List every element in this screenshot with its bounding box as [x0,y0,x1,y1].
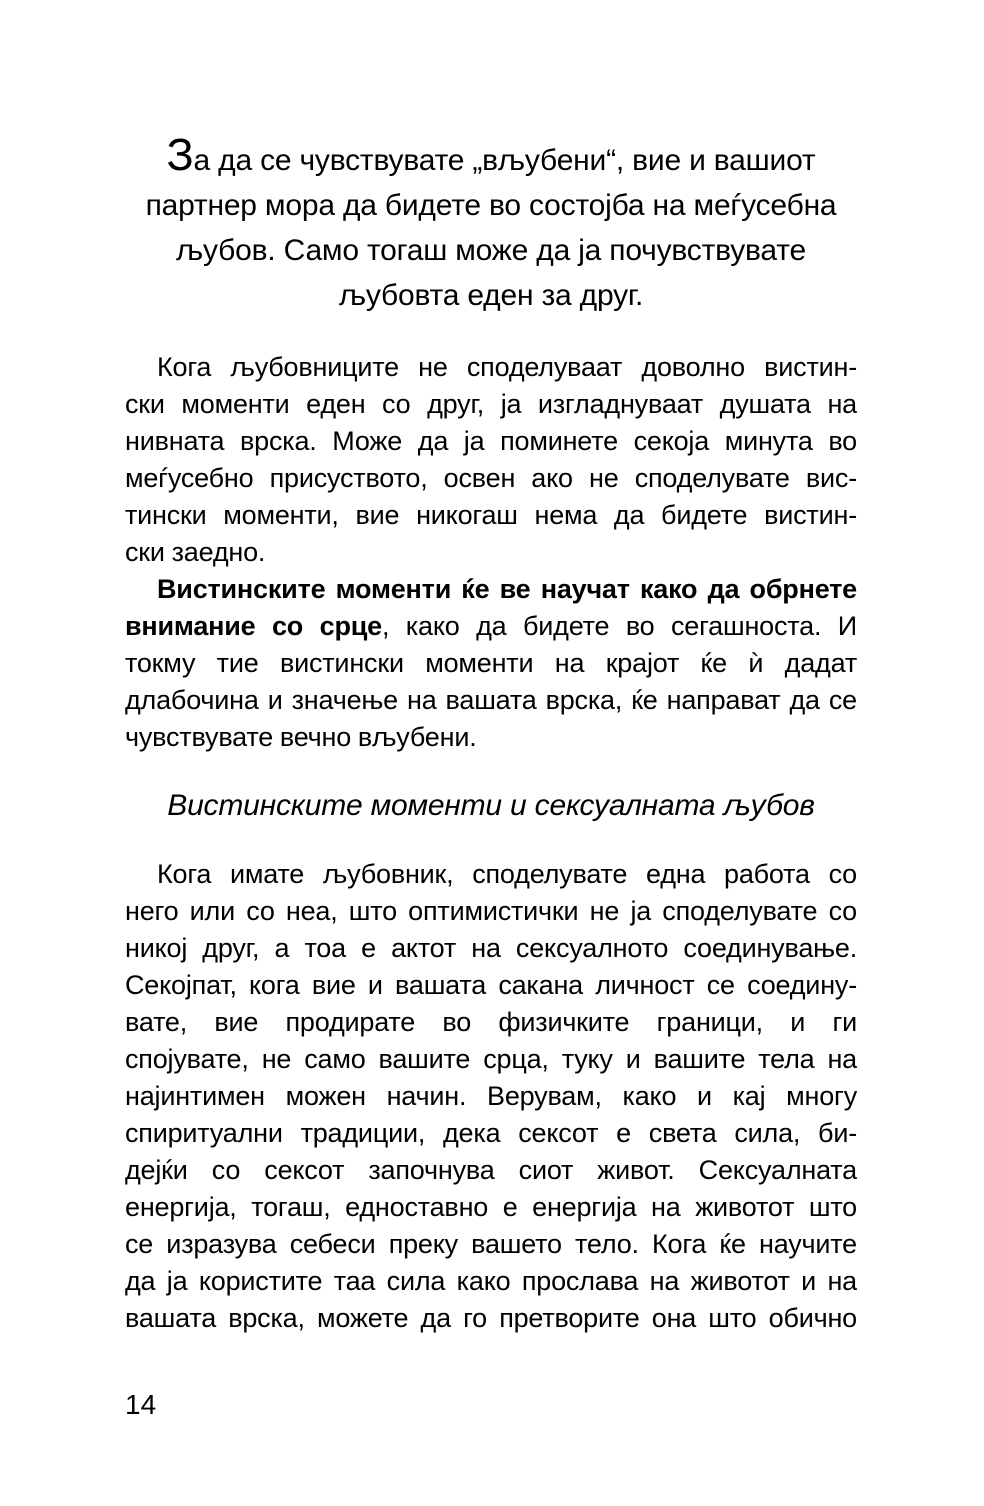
text-line [125,1078,857,1115]
text-segment: никој друг, а тоа е актот на сексуалното соединување. [125,933,857,963]
text-line [125,386,857,423]
text-segment: Кога љубовниците не споделуваат доволно вистин- [157,352,857,382]
text-line [125,571,857,608]
text-line [125,930,857,967]
text-segment: меѓусебно присуството, освен ако не споделувате вис- [125,463,857,493]
text-line [125,1004,857,1041]
text-line [125,1041,857,1078]
text-segment: чувствувате вечно вљубени. [125,722,477,752]
epigraph-line: За да се чувствувате „вљубени“, вие и вашиот [166,129,816,180]
text-line [125,967,857,1004]
text-line [125,1115,857,1152]
paragraph [125,349,857,571]
text-segment: вате, вие продирате во физичките граници, и ги [125,1007,857,1037]
text-segment: се изразува себеси преку вашето тело. Кога ќе научите [125,1229,857,1259]
bold-text-segment: Вистинските моменти ќе ве научат како да обрнете [157,574,857,604]
bold-text-segment: внимание со срце [125,611,382,641]
text-line [125,1226,857,1263]
body-text-lower [125,856,857,1337]
text-column [125,129,858,1337]
epigraph-line: љубовта еден за друг. [338,279,644,312]
text-line [125,645,857,682]
text-line [125,893,857,930]
text-segment: спојувате, не само вашите срца, туку и вашите тела на [125,1044,857,1074]
text-line [125,682,857,719]
text-line [125,719,857,756]
text-line [125,349,857,386]
text-line [125,423,857,460]
text-segment: спиритуални традиции, дека сексот е света сила, би- [125,1118,857,1148]
epigraph-line: партнер мора да бидете во состојба на меѓусебна [145,189,837,222]
text-line [125,608,857,645]
text-segment: најинтимен можен начин. Верувам, како и кај многу [125,1081,857,1111]
text-segment: тински моменти, вие никогаш нема да бидете вистин- [125,500,857,530]
text-segment: ски заедно. [125,537,266,567]
text-line [125,460,857,497]
text-segment: , како да бидете во сегашноста. И [381,611,858,641]
section-heading: Вистинските моменти и сексуалната љубов [167,789,815,822]
text-line [125,1189,857,1226]
text-segment: Секојпат, кога вие и вашата сакана личност се соедину- [125,970,857,1000]
text-segment: ски моменти еден со друг, ја изгладнуваат душата на [125,389,857,419]
text-segment: вашата врска, можете да го претворите она што обично [125,1303,857,1333]
text-segment: нивната врска. Може да ја поминете секоја минута во [125,426,857,456]
body-text-upper [125,349,857,756]
epigraph-line: љубов. Само тогаш може да ја почувствувате [176,234,806,267]
epigraph [125,129,857,318]
text-segment: Кога имате љубовник, споделувате една работа со [157,859,857,889]
text-line [125,1263,857,1300]
paragraph [125,571,857,756]
text-segment: дејќи со сексот започнува сиот живот. Сексуалната [125,1155,857,1185]
text-line [125,1300,857,1337]
text-line [125,497,857,534]
drop-cap-initial: З [166,129,194,180]
page-number: 14 [125,1389,157,1420]
text-segment: енергија, тогаш, едноставно е енергија на животот што [125,1192,857,1222]
text-line [125,534,857,571]
paragraph [125,856,857,1337]
text-segment: него или со неа, што оптимистички не ја споделувате со [125,896,857,926]
text-segment: да ја користите таа сила како прослава на животот и на [125,1266,857,1296]
text-segment: длабочина и значење на вашата врска, ќе направат да се [125,685,857,715]
text-segment: токму тие вистински моменти на крајот ќе ѝ дадат [125,648,857,678]
text-line [125,1152,857,1189]
text-line [125,856,857,893]
